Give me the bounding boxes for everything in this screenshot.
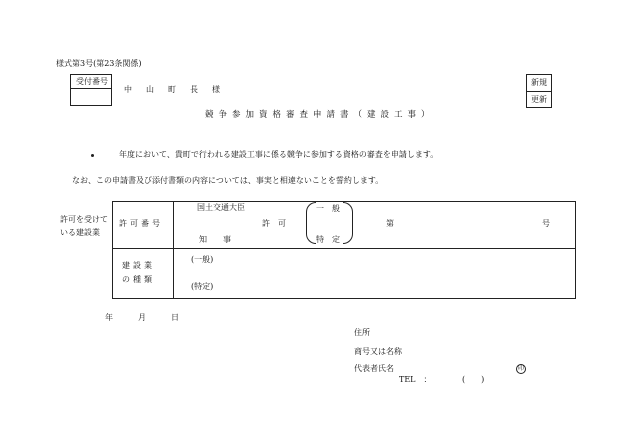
industry-general-entry[interactable]: (一般)	[191, 255, 214, 264]
declaration-text-2: なお、この申請書及び添付書類の内容については、事実と相違ないことを誓約します。	[72, 176, 384, 185]
date-day: 日	[171, 313, 179, 322]
tel-label: TEL ：	[399, 375, 432, 384]
industry-special-entry[interactable]: (特定)	[191, 282, 214, 291]
date-year: 年	[105, 313, 113, 322]
form-title: 競争参加資格審査申請書（建設工事）	[205, 110, 435, 120]
bullet-mark	[91, 154, 94, 157]
licensed-industry-header-line2: いる建設業	[60, 228, 100, 237]
industry-type-label-line1: 建設業	[122, 261, 155, 270]
receipt-number-label: 受付番号	[76, 77, 108, 86]
renew-checkbox-label[interactable]: 更新	[531, 95, 547, 104]
representative-label: 代表者氏名	[354, 364, 394, 373]
special-option[interactable]: 特 定	[316, 235, 340, 244]
permit-number-dai: 第	[386, 219, 394, 228]
company-name-label: 商号又は名称	[354, 347, 402, 356]
general-option[interactable]: 一 般	[316, 204, 340, 213]
permit-number-go: 号	[542, 219, 550, 228]
right-bracket	[343, 202, 353, 244]
date-month: 月	[138, 313, 146, 322]
minister-label[interactable]: 国土交通大臣	[197, 203, 245, 212]
receipt-number-box	[70, 74, 112, 106]
declaration-text-1: 年度において、貴町で行われる建設工事に係る競争に参加する資格の審査を申請します。	[119, 150, 439, 159]
governor-label[interactable]: 知 事	[199, 235, 231, 244]
permit-number-field[interactable]	[398, 214, 538, 230]
new-renew-box	[526, 74, 552, 108]
addressee: 中 山 町 長 様	[124, 85, 223, 94]
permit-word: 許 可	[262, 219, 286, 228]
form-number: 様式第3号(第23条関係)	[56, 59, 142, 68]
industry-type-label-line2: の種類	[122, 275, 155, 284]
receipt-number-field[interactable]	[71, 89, 111, 105]
new-checkbox-label[interactable]: 新規	[531, 78, 547, 87]
seal-mark: 印	[517, 365, 524, 372]
tel-area-code[interactable]: ( )	[462, 375, 485, 384]
address-label: 住所	[354, 328, 370, 337]
permit-number-label: 許可番号	[119, 219, 163, 228]
left-bracket	[306, 202, 316, 244]
licensed-industry-header-line1: 許可を受けて	[60, 215, 108, 224]
